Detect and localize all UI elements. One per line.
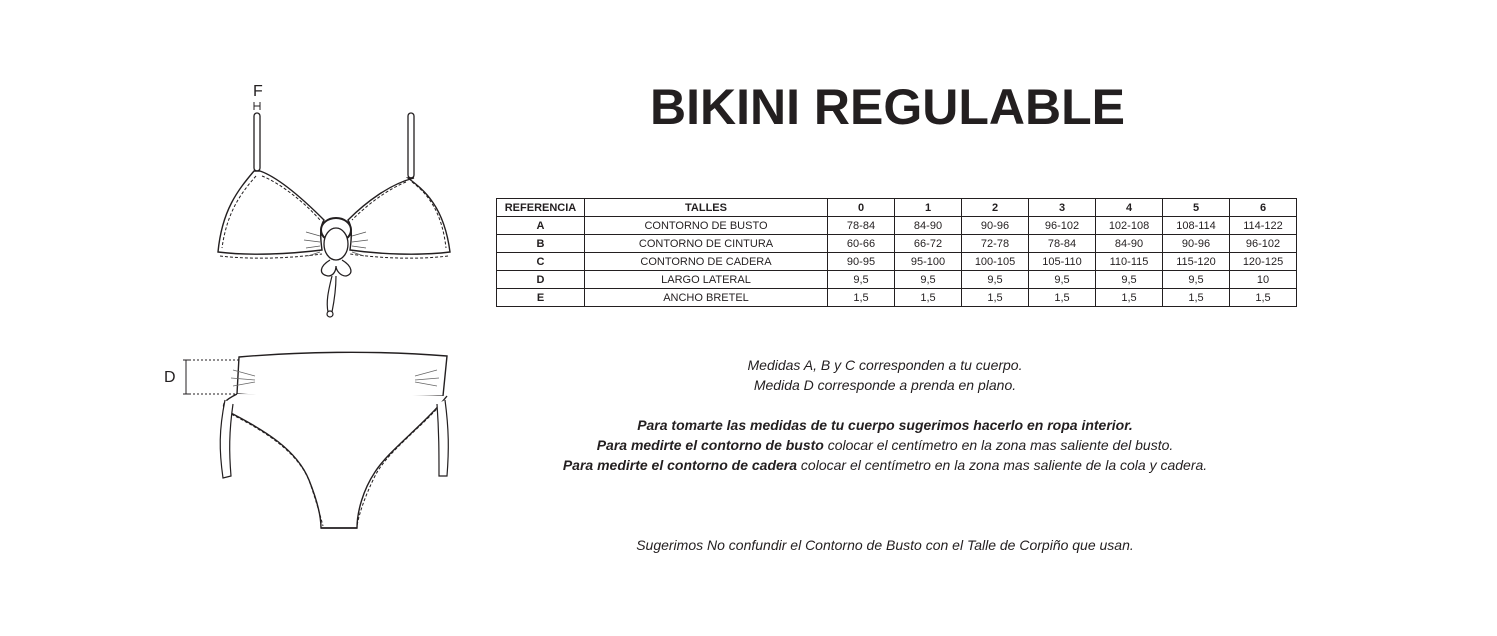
value-cell: 95-100 bbox=[895, 253, 962, 271]
label-cell: LARGO LATERAL bbox=[585, 271, 828, 289]
table-row bbox=[497, 217, 1297, 235]
bikini-top-illustration bbox=[210, 80, 470, 325]
value-cell: 9,5 bbox=[1029, 271, 1096, 289]
value-cell: 9,5 bbox=[895, 271, 962, 289]
value-cell: 1,5 bbox=[1096, 289, 1163, 307]
note-line: Medidas A, B y C corresponden a tu cuerpo. bbox=[747, 357, 1023, 373]
value-cell: 105-110 bbox=[1029, 253, 1096, 271]
value-cell: 84-90 bbox=[895, 217, 962, 235]
value-cell: 72-78 bbox=[962, 235, 1029, 253]
label-d: D bbox=[164, 369, 176, 386]
ref-cell: E bbox=[497, 289, 585, 307]
value-cell: 110-115 bbox=[1096, 253, 1163, 271]
ref-cell: B bbox=[497, 235, 585, 253]
table-row bbox=[497, 253, 1297, 271]
value-cell: 9,5 bbox=[1163, 271, 1230, 289]
label-cell: CONTORNO DE BUSTO bbox=[585, 217, 828, 235]
value-cell: 1,5 bbox=[828, 289, 895, 307]
note-text: colocar el centímetro en la zona mas saliente de la cola y cadera. bbox=[797, 457, 1208, 473]
value-cell: 90-96 bbox=[962, 217, 1029, 235]
header-cell: REFERENCIA bbox=[497, 199, 585, 217]
header-cell: 6 bbox=[1230, 199, 1297, 217]
note-line: Sugerimos No confundir el Contorno de Busto con el Talle de Corpiño que usan. bbox=[636, 537, 1134, 553]
header-cell: 2 bbox=[962, 199, 1029, 217]
value-cell: 9,5 bbox=[1096, 271, 1163, 289]
bikini-bottom-illustration bbox=[175, 340, 475, 540]
label-f: F bbox=[253, 83, 263, 100]
measurement-warning bbox=[540, 535, 1230, 555]
header-cell: 1 bbox=[895, 199, 962, 217]
note-bold: Para medirte el contorno de busto bbox=[596, 437, 824, 453]
value-cell: 66-72 bbox=[895, 235, 962, 253]
value-cell: 114-122 bbox=[1230, 217, 1297, 235]
table-row bbox=[497, 289, 1297, 307]
label-cell: CONTORNO DE CADERA bbox=[585, 253, 828, 271]
value-cell: 96-102 bbox=[1230, 235, 1297, 253]
ref-cell: A bbox=[497, 217, 585, 235]
header-cell: TALLES bbox=[585, 199, 828, 217]
table-header-row bbox=[497, 199, 1297, 217]
value-cell: 90-96 bbox=[1163, 235, 1230, 253]
value-cell: 1,5 bbox=[1230, 289, 1297, 307]
header-cell: 4 bbox=[1096, 199, 1163, 217]
value-cell: 84-90 bbox=[1096, 235, 1163, 253]
note-text: colocar el centímetro en la zona mas saliente del busto. bbox=[823, 437, 1174, 453]
value-cell: 108-114 bbox=[1163, 217, 1230, 235]
value-cell: 102-108 bbox=[1096, 217, 1163, 235]
value-cell: 1,5 bbox=[895, 289, 962, 307]
value-cell: 1,5 bbox=[962, 289, 1029, 307]
note-bold: Para tomarte las medidas de tu cuerpo sugerimos hacerlo en ropa interior. bbox=[637, 417, 1133, 433]
value-cell: 78-84 bbox=[1029, 235, 1096, 253]
note-line bbox=[540, 415, 1230, 435]
header-cell: 5 bbox=[1163, 199, 1230, 217]
note-line bbox=[540, 435, 1230, 455]
note-bold: Para medirte el contorno de cadera bbox=[562, 457, 798, 473]
value-cell: 9,5 bbox=[962, 271, 1029, 289]
ref-cell: C bbox=[497, 253, 585, 271]
ref-cell: D bbox=[497, 271, 585, 289]
table-row bbox=[497, 271, 1297, 289]
value-cell: 1,5 bbox=[1163, 289, 1230, 307]
size-table bbox=[496, 198, 1297, 307]
label-cell: CONTORNO DE CINTURA bbox=[585, 235, 828, 253]
value-cell: 78-84 bbox=[828, 217, 895, 235]
page-title: BIKINI REGULABLE bbox=[650, 79, 1125, 135]
measurement-notes-top bbox=[540, 355, 1230, 395]
value-cell: 90-95 bbox=[828, 253, 895, 271]
value-cell: 9,5 bbox=[828, 271, 895, 289]
measurement-instructions bbox=[540, 415, 1230, 475]
note-line: Medida D corresponde a prenda en plano. bbox=[753, 377, 1017, 393]
value-cell: 10 bbox=[1230, 271, 1297, 289]
value-cell: 60-66 bbox=[828, 235, 895, 253]
header-cell: 3 bbox=[1029, 199, 1096, 217]
value-cell: 120-125 bbox=[1230, 253, 1297, 271]
note-line bbox=[540, 455, 1230, 475]
value-cell: 115-120 bbox=[1163, 253, 1230, 271]
value-cell: 96-102 bbox=[1029, 217, 1096, 235]
value-cell: 1,5 bbox=[1029, 289, 1096, 307]
label-cell: ANCHO BRETEL bbox=[585, 289, 828, 307]
value-cell: 100-105 bbox=[962, 253, 1029, 271]
table-row bbox=[497, 235, 1297, 253]
header-cell: 0 bbox=[828, 199, 895, 217]
